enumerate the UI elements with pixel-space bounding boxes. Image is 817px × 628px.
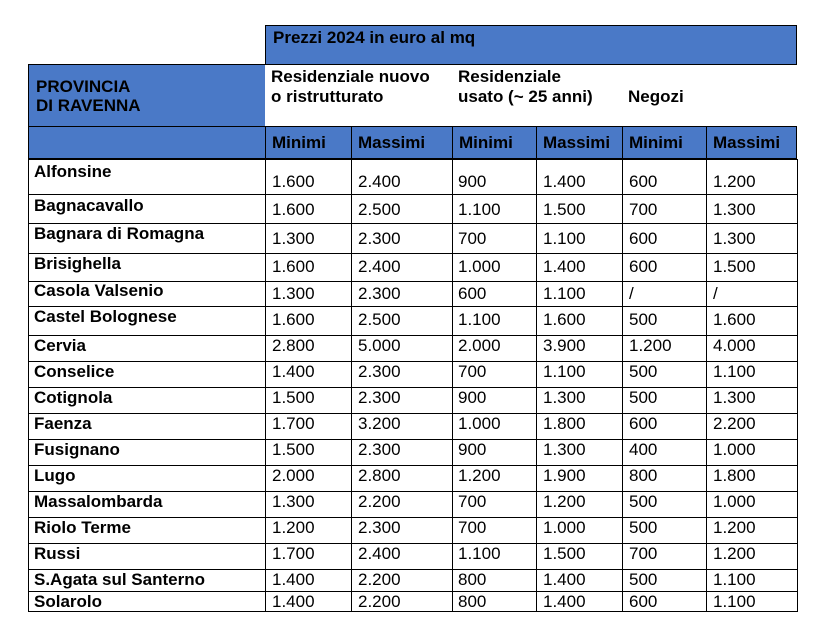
cell-value: 1.600: [272, 200, 315, 219]
category-label: Negozi: [628, 87, 684, 106]
cell-value: /: [629, 284, 634, 303]
cell-value: 600: [458, 284, 487, 303]
row-name: Conselice: [34, 362, 115, 381]
cell-value: 2.200: [713, 414, 756, 433]
cell-value: 1.400: [272, 570, 315, 589]
cell-value: 1.800: [543, 414, 586, 433]
row-name: Casola Valsenio: [34, 281, 164, 300]
cell-value: 400: [629, 440, 658, 459]
cell-value: 1.900: [543, 466, 586, 485]
cell-value: 2.000: [272, 466, 315, 485]
cell-value: 1.000: [713, 440, 756, 459]
row-name: Fusignano: [34, 440, 120, 459]
row-name: Castel Bolognese: [34, 307, 177, 326]
cell-value: 800: [458, 570, 487, 589]
row-name: Lugo: [34, 466, 76, 485]
cell-value: 1.100: [458, 200, 501, 219]
grid-hline: [28, 517, 798, 518]
cell-value: 900: [458, 388, 487, 407]
cell-value: 1.600: [272, 257, 315, 276]
cell-value: 1.300: [543, 440, 586, 459]
cell-value: 500: [629, 492, 658, 511]
cell-value: 500: [629, 570, 658, 589]
cell-value: 1.100: [713, 592, 756, 611]
grid-hline: [28, 194, 798, 195]
cell-value: 1.500: [713, 257, 756, 276]
cell-value: 1.600: [272, 310, 315, 329]
cell-value: 1.400: [272, 362, 315, 381]
cell-value: 700: [458, 362, 487, 381]
cell-value: 600: [629, 257, 658, 276]
subheader-min-new: [265, 126, 352, 159]
cell-value: 1.200: [713, 518, 756, 537]
cell-value: 1.400: [272, 592, 315, 611]
cell-value: 2.800: [272, 336, 315, 355]
cell-value: 1.100: [543, 284, 586, 303]
cell-value: 600: [629, 172, 658, 191]
cell-value: 1.400: [543, 257, 586, 276]
cell-value: 4.000: [713, 336, 756, 355]
subheader-empty: [28, 126, 266, 159]
subheader-max-new: [351, 126, 453, 159]
grid-hline: [28, 361, 798, 362]
cell-value: 2.400: [358, 172, 401, 191]
cell-value: 3.200: [358, 414, 401, 433]
subheader-label: Minimi: [459, 133, 513, 152]
grid-hline: [28, 465, 798, 466]
cell-value: 2.300: [358, 284, 401, 303]
cell-value: 1.300: [713, 229, 756, 248]
row-name: Russi: [34, 544, 81, 563]
subheader-max-used: [536, 126, 623, 159]
cell-value: 900: [458, 172, 487, 191]
cell-value: 1.200: [458, 466, 501, 485]
cell-value: 600: [629, 229, 658, 248]
row-name: Bagnara di Romagna: [34, 224, 205, 243]
cell-value: 1.000: [458, 257, 501, 276]
cell-value: 1.500: [272, 440, 315, 459]
cell-value: 1.500: [543, 544, 586, 563]
cell-value: 2.500: [358, 200, 401, 219]
cell-value: 2.000: [458, 336, 501, 355]
cell-value: 700: [458, 518, 487, 537]
subheader-label: Massimi: [358, 133, 426, 152]
cell-value: 2.300: [358, 362, 401, 381]
cell-value: 1.600: [713, 310, 756, 329]
cell-value: 2.200: [358, 492, 401, 511]
cell-value: 2.300: [358, 440, 401, 459]
cell-value: 500: [629, 310, 658, 329]
cell-value: 1.100: [543, 229, 586, 248]
subheader-label: Massimi: [543, 133, 611, 152]
cell-value: 700: [629, 200, 658, 219]
cell-value: 1.500: [272, 388, 315, 407]
cell-value: 900: [458, 440, 487, 459]
price-title: Prezzi 2024 in euro al mq: [273, 28, 476, 47]
cell-value: 1.300: [713, 200, 756, 219]
cell-value: 1.000: [458, 414, 501, 433]
cell-value: 800: [629, 466, 658, 485]
subheader-label: Massimi: [713, 133, 781, 152]
cell-value: 500: [629, 518, 658, 537]
grid-hline: [28, 611, 798, 612]
cell-value: 5.000: [358, 336, 401, 355]
subheader-label: Minimi: [629, 133, 683, 152]
cell-value: 2.800: [358, 466, 401, 485]
subheader-label: Minimi: [272, 133, 326, 152]
category-residential-used: [452, 64, 622, 127]
cell-value: /: [713, 284, 718, 303]
grid-hline: [28, 439, 798, 440]
cell-value: 700: [629, 544, 658, 563]
cell-value: 1.700: [272, 544, 315, 563]
cell-value: 1.200: [713, 544, 756, 563]
cell-value: 500: [629, 362, 658, 381]
subheader-min-shops: [622, 126, 707, 159]
category-shops: [622, 64, 797, 127]
grid-hline: [28, 253, 798, 254]
cell-value: 1.000: [713, 492, 756, 511]
row-name: S.Agata sul Santerno: [34, 570, 205, 589]
grid-hline: [28, 591, 798, 592]
cell-value: 2.300: [358, 388, 401, 407]
cell-value: 800: [458, 592, 487, 611]
row-name: Alfonsine: [34, 162, 112, 181]
cell-value: 1.300: [713, 388, 756, 407]
cell-value: 1.200: [543, 492, 586, 511]
grid-hline: [28, 159, 798, 160]
cell-value: 2.500: [358, 310, 401, 329]
subheader-max-shops: [706, 126, 797, 159]
cell-value: 600: [629, 414, 658, 433]
cell-value: 1.100: [713, 570, 756, 589]
cell-value: 600: [629, 592, 658, 611]
cell-value: 1.300: [272, 492, 315, 511]
cell-value: 1.500: [543, 200, 586, 219]
cell-value: 1.300: [272, 229, 315, 248]
category-residential-new: [265, 64, 452, 127]
row-name: Cervia: [34, 336, 86, 355]
cell-value: 1.100: [458, 544, 501, 563]
cell-value: 2.400: [358, 257, 401, 276]
province-label: PROVINCIA DI RAVENNA: [36, 77, 141, 115]
cell-value: 2.200: [358, 592, 401, 611]
cell-value: 500: [629, 388, 658, 407]
cell-value: 2.200: [358, 570, 401, 589]
cell-value: 1.400: [543, 570, 586, 589]
row-name: Brisighella: [34, 254, 121, 273]
cell-value: 1.100: [458, 310, 501, 329]
cell-value: 1.100: [713, 362, 756, 381]
row-name: Massalombarda: [34, 492, 163, 511]
cell-value: 700: [458, 229, 487, 248]
cell-value: 1.400: [543, 592, 586, 611]
cell-value: 1.400: [543, 172, 586, 191]
cell-value: 1.100: [543, 362, 586, 381]
cell-value: 1.600: [272, 172, 315, 191]
cell-value: 1.000: [543, 518, 586, 537]
grid-hline: [28, 413, 798, 414]
row-name: Cotignola: [34, 388, 113, 407]
row-name: Riolo Terme: [34, 518, 131, 537]
price-title-header: [265, 25, 797, 65]
province-header: [28, 64, 266, 127]
cell-value: 2.400: [358, 544, 401, 563]
cell-value: 2.300: [358, 229, 401, 248]
cell-value: 700: [458, 492, 487, 511]
category-label: Residenziale nuovo o ristrutturato: [271, 67, 430, 106]
cell-value: 1.700: [272, 414, 315, 433]
cell-value: 3.900: [543, 336, 586, 355]
cell-value: 2.300: [358, 518, 401, 537]
cell-value: 1.800: [713, 466, 756, 485]
cell-value: 1.200: [272, 518, 315, 537]
grid-hline: [28, 387, 798, 388]
cell-value: 1.200: [713, 172, 756, 191]
cell-value: 1.200: [629, 336, 672, 355]
category-label: Residenziale usato (~ 25 anni): [458, 67, 593, 106]
row-name: Bagnacavallo: [34, 196, 144, 215]
cell-value: 1.300: [272, 284, 315, 303]
row-name: Solarolo: [34, 592, 103, 611]
subheader-min-used: [452, 126, 537, 159]
row-name: Faenza: [34, 414, 92, 433]
cell-value: 1.600: [543, 310, 586, 329]
cell-value: 1.300: [543, 388, 586, 407]
grid-hline: [28, 543, 798, 544]
grid-hline: [28, 335, 798, 336]
